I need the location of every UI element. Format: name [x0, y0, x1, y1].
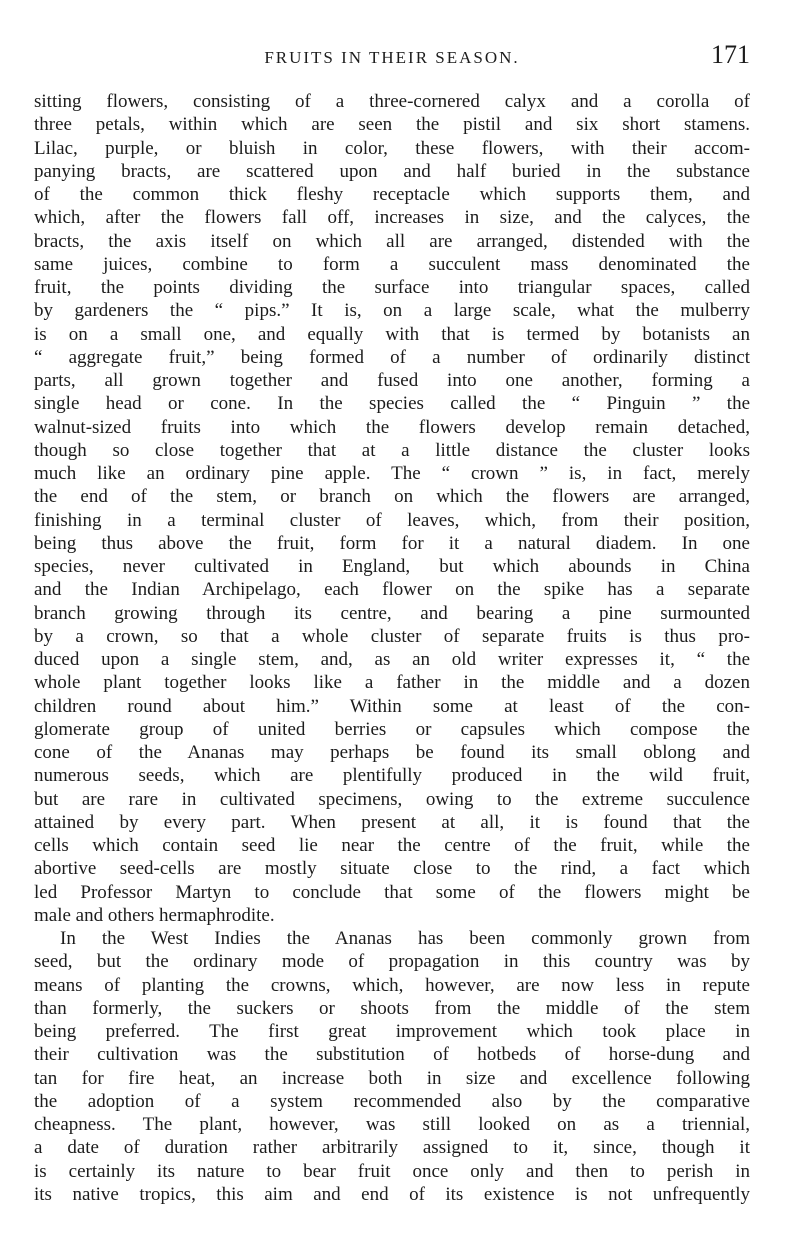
text-line: its native tropics, this aim and end of its existence is not unfrequently — [34, 1183, 750, 1205]
running-header — [34, 40, 750, 70]
text-line: tan for fire heat, an increase both in size and excellence following — [34, 1067, 750, 1089]
text-line: abortive seed-cells are mostly situate close to the rind, a fact which — [34, 858, 750, 880]
text-line: which, after the flowers fall off, increases in size, and the calyces, the — [34, 207, 750, 229]
text-line: three petals, within which are seen the pistil and six short stamens. — [34, 114, 750, 136]
text-line: seed, but the ordinary mode of propagation in this country was by — [34, 951, 750, 973]
text-line: parts, all grown together and fused into one another, forming a — [34, 370, 750, 391]
text-line: single head or cone. In the species called the “ Pinguin ” the — [34, 393, 750, 415]
text-line: cells which contain seed lie near the centre of the fruit, while the — [34, 835, 750, 856]
running-title: FRUITS IN THEIR SEASON. — [264, 48, 520, 67]
text-line: by a crown, so that a whole cluster of separate fruits is thus pro- — [34, 625, 750, 647]
text-line: glomerate group of united berries or capsules which compose the — [34, 718, 750, 740]
text-line: children round about him.” Within some at least of the con- — [34, 695, 750, 717]
paragraph — [34, 927, 750, 1206]
text-line: by gardeners the “ pips.” It is, on a large scale, what the mulberry — [34, 300, 750, 322]
text-line: their cultivation was the substitution of hotbeds of horse-dung and — [34, 1044, 750, 1066]
text-line: of the common thick fleshy receptacle which supports them, and — [34, 184, 750, 205]
text-line: cone of the Ananas may perhaps be found its small oblong and — [34, 742, 750, 763]
text-line: the adoption of a system recommended also by the comparative — [34, 1090, 750, 1112]
text-line: means of planting the crowns, which, however, are now less in repute — [34, 974, 750, 996]
text-line: bracts, the axis itself on which all are arranged, distended with the — [34, 230, 750, 252]
text-line: being thus above the fruit, form for it a natural diadem. In one — [34, 532, 750, 554]
text-line: fruit, the points dividing the surface into triangular spaces, called — [34, 277, 750, 298]
text-line: much like an ordinary pine apple. The “ crown ” is, in fact, merely — [34, 463, 750, 484]
text-line: sitting flowers, consisting of a three-cornered calyx and a corolla of — [34, 91, 750, 112]
text-line: Lilac, purple, or bluish in color, these flowers, with their accom- — [34, 137, 750, 159]
body-text — [34, 90, 750, 1206]
text-line: but are rare in cultivated specimens, owing to the extreme succulence — [34, 788, 750, 810]
text-line: attained by every part. When present at all, it is found that the — [34, 811, 750, 833]
text-line: whole plant together looks like a father in the middle and a dozen — [34, 672, 750, 694]
text-line: though so close together that at a little distance the cluster looks — [34, 439, 750, 461]
text-line: panying bracts, are scattered upon and half buried in the substance — [34, 160, 750, 182]
text-line: is on a small one, and equally with that is termed by botanists an — [34, 323, 750, 345]
text-line: cheapness. The plant, however, was still looked on as a triennial, — [34, 1114, 750, 1135]
text-line: numerous seeds, which are plentifully produced in the wild fruit, — [34, 765, 750, 787]
paragraph — [34, 90, 750, 927]
text-line: the end of the stem, or branch on which the flowers are arranged, — [34, 486, 750, 508]
text-line: duced upon a single stem, and, as an old writer expresses it, “ the — [34, 649, 750, 670]
text-line: led Professor Martyn to conclude that some of the flowers might be — [34, 881, 750, 903]
text-line: branch growing through its centre, and bearing a pine surmounted — [34, 602, 750, 624]
text-line: being preferred. The first great improvement which took place in — [34, 1021, 750, 1042]
text-line: than formerly, the suckers or shoots from the middle of the stem — [34, 997, 750, 1019]
page-number: 171 — [711, 40, 750, 69]
text-line: same juices, combine to form a succulent mass denominated the — [34, 253, 750, 275]
text-line: species, never cultivated in England, but which abounds in China — [34, 556, 750, 577]
text-line: is certainly its nature to bear fruit once only and then to perish in — [34, 1160, 750, 1182]
text-line: and the Indian Archipelago, each flower on the spike has a separate — [34, 579, 750, 601]
text-line: walnut-sized fruits into which the flowers develop remain detached, — [34, 416, 750, 438]
text-line: a date of duration rather arbitrarily assigned to it, since, though it — [34, 1137, 750, 1159]
text-line: male and others hermaphrodite. — [34, 904, 275, 926]
text-line: In the West Indies the Ananas has been commonly grown from — [60, 928, 750, 949]
text-line: finishing in a terminal cluster of leaves, which, from their position, — [34, 509, 750, 531]
text-line: “ aggregate fruit,” being formed of a number of ordinarily distinct — [34, 346, 750, 368]
